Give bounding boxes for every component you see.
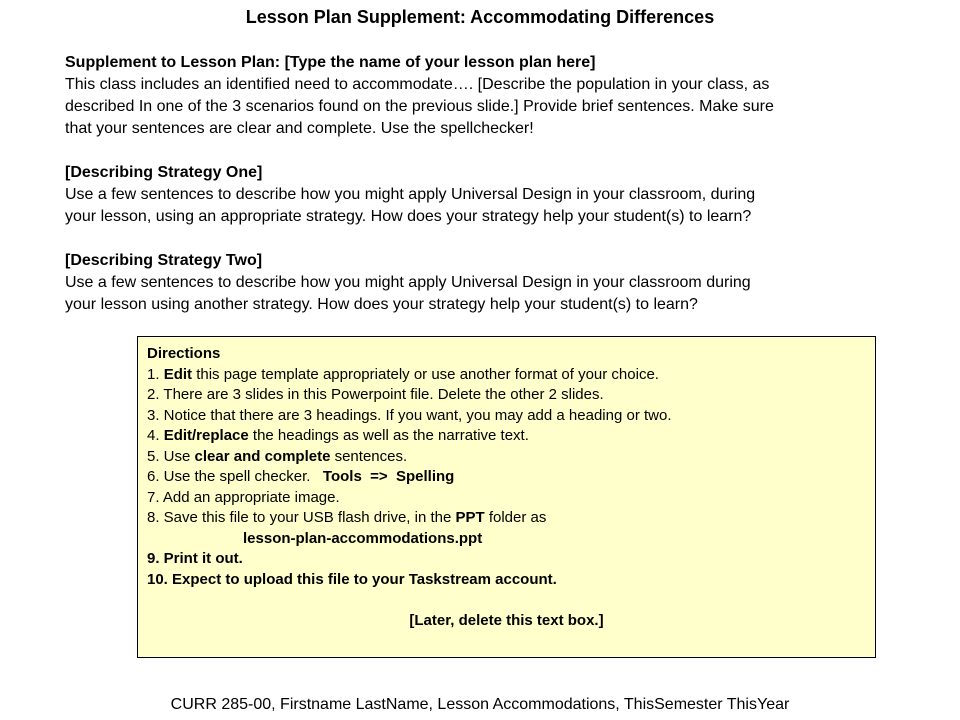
- strategy-two-heading: [Describing Strategy Two]: [65, 252, 263, 269]
- directions-box[interactable]: [137, 336, 876, 658]
- strategy-two-line: your lesson using another strategy. How does your strategy help your student(s) to learn?: [65, 296, 698, 313]
- supplement-line: that your sentences are clear and complete. Use the spellchecker!: [65, 120, 534, 137]
- directions-heading: Directions: [147, 345, 221, 362]
- direction-item-3: 3. Notice that there are 3 headings. If you want, you may add a heading or two.: [147, 406, 672, 424]
- direction-item-9: 9. Print it out.: [147, 550, 243, 567]
- supplement-line: described In one of the 3 scenarios found on the previous slide.] Provide brief sentences. Make sure: [65, 98, 774, 115]
- direction-item-10: 10. Expect to upload this file to your Taskstream account.: [147, 570, 557, 588]
- direction-item-2: 2. There are 3 slides in this Powerpoint file. Delete the other 2 slides.: [147, 386, 604, 403]
- strategy-one-heading: [Describing Strategy One]: [65, 164, 263, 181]
- strategy-one-line: Use a few sentences to describe how you might apply Universal Design in your classroom, during: [65, 186, 756, 203]
- file-name: lesson-plan-accommodations.ppt: [243, 529, 483, 547]
- footer: CURR 285-00, Firstname LastName, Lesson Accommodations, ThisSemester ThisYear: [170, 696, 790, 713]
- direction-item-5: 5. Use clear and complete sentences.: [147, 447, 408, 465]
- direction-item-4: 4. Edit/replace the headings as well as the narrative text.: [147, 427, 529, 444]
- direction-item-1: 1. Edit this page template appropriately or use another format of your choice.: [147, 365, 659, 383]
- page-title: Lesson Plan Supplement: Accommodating Differences: [245, 7, 715, 27]
- strategy-two-line: Use a few sentences to describe how you might apply Universal Design in your classroom during: [65, 274, 751, 291]
- direction-item-8: 8. Save this file to your USB flash drive, in the PPT folder as: [147, 509, 547, 526]
- strategy-one-line: your lesson, using an appropriate strategy. How does your strategy help your student(s) to learn?: [65, 208, 752, 225]
- body-text: [65, 52, 945, 316]
- delete-note: [Later, delete this text box.]: [409, 611, 604, 629]
- direction-item-7: 7. Add an appropriate image.: [147, 488, 340, 506]
- supplement-heading: Supplement to Lesson Plan: [Type the name of your lesson plan here]: [65, 54, 596, 71]
- supplement-line: This class includes an identified need to accommodate…. [Describe the population in your class, as: [65, 76, 770, 93]
- direction-item-6: 6. Use the spell checker. Tools => Spelling: [147, 468, 455, 485]
